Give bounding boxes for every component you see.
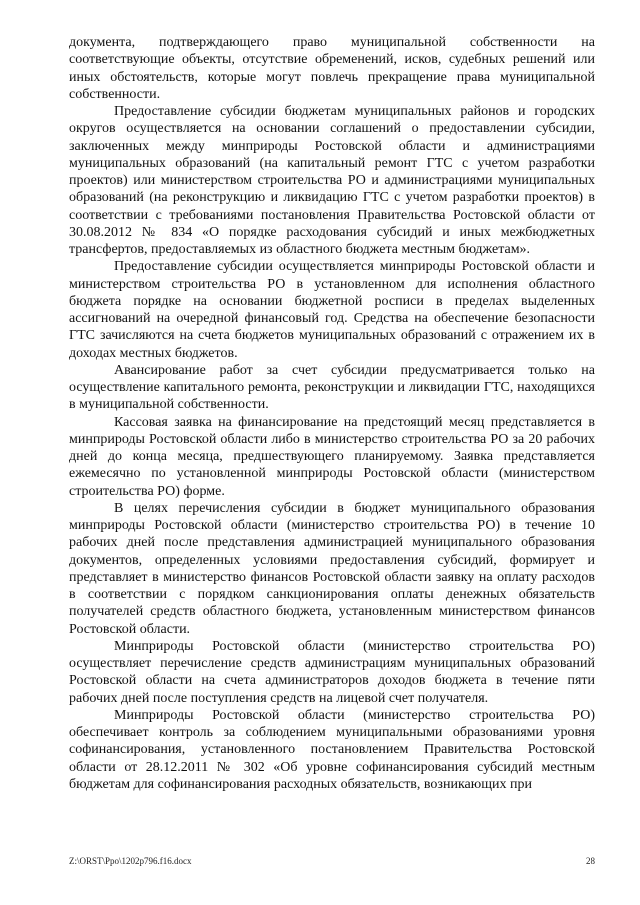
- footer-file-path: Z:\ORST\Ppo\1202p796.f16.docx: [69, 856, 192, 866]
- paragraph-continuation: документа, подтверждающего право муниципальной собственности на соответствующие объекты, отсутствие обременений, исков, судебных решений или иных обстоятельств, которые могут повлечь прекращение права муниципальной собственности.: [69, 35, 595, 102]
- paragraph-subsidy-agreements: Предоставление субсидии бюджетам муниципальных районов и городских округов осуществляется на основании соглашений о предоставлении субсидии, заключенных между минприроды Ростовской области и администрациями муниципальных образований (на капитальный ремонт ГТС с учетом разработки проектов) или министерством строительства РО и администрациями муниципальных образований (на реконструкцию и ликвидацию ГТС с учетом разработки проектов) в соответствии с требованиями постановления Правительства Ростовской области от 30.08.2012 № 834 «О порядке расходования субсидий и иных межбюджетных трансфертов, предоставляемых из областного бюджета местным бюджетам».: [69, 104, 595, 257]
- paragraph-advance-payment: Авансирование работ за счет субсидии предусматривается только на осуществление капитального ремонта, реконструкции и ликвидации ГТС, находящихся в муниципальной собственности.: [69, 362, 595, 413]
- paragraph-funds-transfer: Минприроды Ростовской области (министерство строительства РО) осуществляет перечисление средств администрациям муниципальных образований Ростовской области на счета администраторов доходов бюджета в течение пяти рабочих дней после поступления средств на лицевой счет получателя.: [69, 638, 595, 706]
- paragraph-cofinancing-control: Минприроды Ростовской области (министерство строительства РО) обеспечивает контроль за соблюдением муниципальными образованиями уровня софинансирования, установленного постановлением Правительства Ростовской области от 28.12.2011 № 302 «Об уровне софинансирования субсидий местным бюджетам для софинансирования расходных обязательств, возникающих при: [69, 707, 595, 792]
- paragraph-subsidy-transfer: В целях перечисления субсидии в бюджет муниципального образования минприроды Ростовской области (министерство строительства РО) в течение 10 рабочих дней после представления администрацией муниципального образования документов, определенных условиями предоставления субсидий, формирует и представляет в министерство финансов Ростовской области заявку на оплату расходов в соответствии с порядком санкционирования оплаты денежных обязательств получателей средств областного бюджета, установленным министерством финансов Ростовской области.: [69, 500, 595, 637]
- paragraph-subsidy-provision: Предоставление субсидии осуществляется минприроды Ростовской области и министерством строительства РО в установленном для исполнения областного бюджета порядке на основании бюджетной росписи в пределах выделенных ассигнований на очередной финансовый год. Средства на обеспечение безопасности ГТС зачисляются на счета бюджетов муниципальных образований с отражением их в доходах местных бюджетов.: [69, 259, 595, 361]
- document-body: [69, 34, 595, 793]
- paragraph-cash-request: Кассовая заявка на финансирование на предстоящий месяц представляется в минприроды Ростовской области либо в министерство строительства РО за 20 рабочих дней до конца месяца, предшествующего планируемому. Заявка представляется ежемесячно по установленной минприроды Ростовской области (министерством строительства РО) форме.: [69, 414, 595, 499]
- footer-page-number: 28: [586, 856, 595, 866]
